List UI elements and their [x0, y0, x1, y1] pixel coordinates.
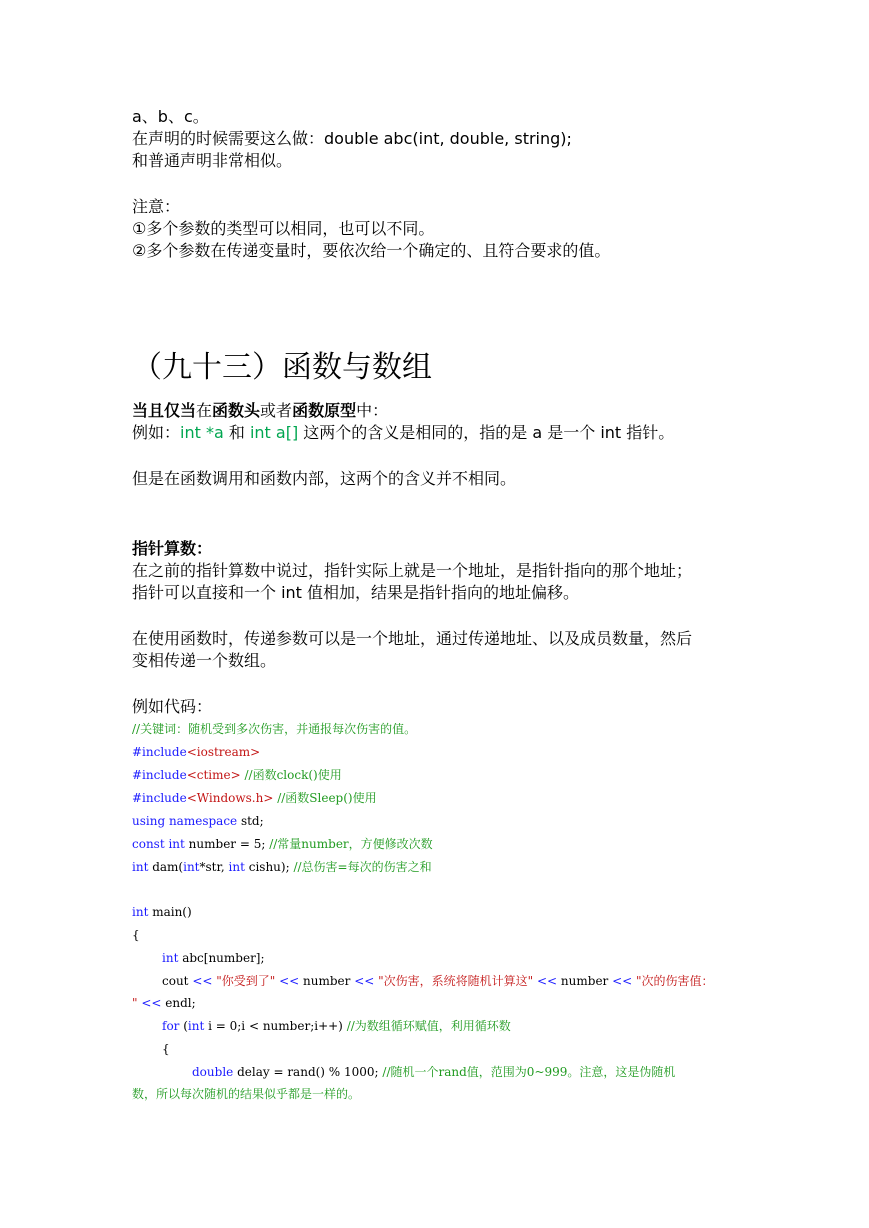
- code-string: <iostream>: [186, 745, 261, 759]
- code-keyword: int: [132, 860, 149, 874]
- pointer-title: 指针算数：: [132, 539, 213, 558]
- code-keyword: #include: [132, 768, 187, 782]
- code-comment: 数，所以每次随机的结果似乎都是一样的。: [132, 1087, 361, 1101]
- code-text: i = 0;i < number;i++): [204, 1019, 347, 1033]
- code-text: (: [179, 1019, 188, 1033]
- section-heading: （九十三）函数与数组: [132, 350, 432, 385]
- code-line: [132, 1040, 170, 1058]
- example-code-label: 例如代码：: [132, 697, 213, 716]
- code-line: [132, 766, 342, 784]
- code-int-array: int a[]: [249, 423, 299, 442]
- code-text: number: [557, 974, 613, 988]
- code-text: abc[number];: [178, 951, 265, 965]
- code-int-pointer: int *a: [180, 423, 224, 442]
- difference-line: 但是在函数调用和函数内部，这两个的含义并不相同。: [132, 469, 517, 488]
- code-line: [132, 994, 196, 1012]
- intro-line-3: 和普通声明非常相似。: [132, 151, 293, 170]
- emphasis-only-when: 当且仅当: [132, 401, 197, 420]
- code-keyword: #include: [132, 745, 187, 759]
- code-text: std;: [237, 814, 264, 828]
- code-string: ": [132, 996, 138, 1010]
- code-line: [132, 903, 192, 921]
- code-comment: //总伤害=每次的伤害之和: [293, 860, 432, 874]
- code-line: [132, 743, 260, 761]
- code-line: [132, 858, 432, 876]
- code-operator: <<: [275, 974, 300, 988]
- code-text: dam(: [148, 860, 184, 874]
- code-line: [132, 835, 433, 853]
- text-or: 或者: [260, 401, 293, 420]
- text-and: 和: [223, 423, 250, 442]
- code-text: cishu);: [244, 860, 294, 874]
- code-keyword: namespace: [165, 814, 238, 828]
- code-comment: //函数clock()使用: [240, 768, 342, 782]
- code-comment: //常量number，方便修改次数: [269, 837, 433, 851]
- code-comment: //随机一个rand值，范围为0~999。注意，这是伪随机: [382, 1065, 676, 1079]
- text-meaning: 这两个的含义是相同的，指的是 a 是一个 int 指针。: [298, 423, 675, 442]
- code-line: [132, 1085, 360, 1103]
- code-operator: <<: [533, 974, 558, 988]
- code-text: cout: [162, 974, 193, 988]
- code-keyword: double: [192, 1065, 234, 1079]
- code-operator: <<: [192, 974, 213, 988]
- code-string: "次的伤害值：: [632, 974, 714, 988]
- code-operator: <<: [354, 974, 375, 988]
- code-comment: //关键词：随机受到多次伤害，并通报每次伤害的值。: [132, 722, 417, 736]
- text-in: 在: [196, 401, 213, 420]
- code-keyword: int: [187, 1019, 205, 1033]
- pointer-line-2: 指针可以直接和一个 int 值相加，结果是指针指向的地址偏移。: [132, 583, 580, 602]
- text-in-colon: 中：: [356, 401, 389, 420]
- code-line: [132, 1017, 511, 1035]
- pointer-line-1: 在之前的指针算数中说过，指针实际上就是一个地址，是指针指向的那个地址；: [132, 561, 693, 580]
- note-item-2: ②多个参数在传递变量时，要依次给一个确定的、且符合要求的值。: [132, 241, 611, 260]
- code-operator: <<: [612, 974, 633, 988]
- note-item-1: ①多个参数的类型可以相同，也可以不同。: [132, 219, 435, 238]
- code-keyword: int: [132, 905, 149, 919]
- code-line: [132, 720, 416, 738]
- pointer-line-4: 变相传递一个数组。: [132, 651, 277, 670]
- code-text: number = 5;: [184, 837, 270, 851]
- code-line: [132, 1063, 675, 1081]
- code-keyword: for: [162, 1019, 180, 1033]
- code-text: main(): [148, 905, 192, 919]
- code-keyword: using: [132, 814, 166, 828]
- code-text: {: [162, 1042, 170, 1056]
- code-string: <ctime>: [186, 768, 241, 782]
- pointer-line-3: 在使用函数时，传递参数可以是一个地址，通过传递地址、以及成员数量，然后: [132, 629, 693, 648]
- intro-line-2: 在声明的时候需要这么做：double abc(int, double, string);: [132, 129, 572, 148]
- code-string: "你受到了": [212, 974, 276, 988]
- definition-line: [132, 400, 388, 422]
- code-keyword: int: [162, 951, 179, 965]
- text-example: 例如：: [132, 423, 181, 442]
- code-comment: //为数组循环赋值，利用循环数: [346, 1019, 511, 1033]
- code-operator: <<: [137, 996, 162, 1010]
- code-text: {: [132, 928, 140, 942]
- code-keyword: const: [132, 837, 165, 851]
- code-keyword: int: [183, 860, 200, 874]
- code-text: endl;: [161, 996, 196, 1010]
- intro-line-1: a、b、c。: [132, 107, 209, 126]
- code-line: [132, 812, 264, 830]
- code-keyword: #include: [132, 791, 187, 805]
- code-text: delay = rand() % 1000;: [233, 1065, 383, 1079]
- emphasis-function-header: 函数头: [212, 401, 261, 420]
- code-text: number: [299, 974, 355, 988]
- code-line: [132, 926, 140, 944]
- note-title: 注意：: [132, 197, 181, 216]
- code-string: "次伤害，系统将随机计算这": [374, 974, 534, 988]
- code-line: [132, 972, 714, 990]
- code-line: [132, 949, 265, 967]
- code-keyword: int: [164, 837, 185, 851]
- emphasis-function-prototype: 函数原型: [292, 401, 357, 420]
- code-string: <Windows.h>: [186, 791, 274, 805]
- example-line: [132, 422, 674, 444]
- code-comment: //函数Sleep()使用: [273, 791, 377, 805]
- code-keyword: int: [228, 860, 245, 874]
- code-text: *str,: [199, 860, 229, 874]
- code-line: [132, 789, 377, 807]
